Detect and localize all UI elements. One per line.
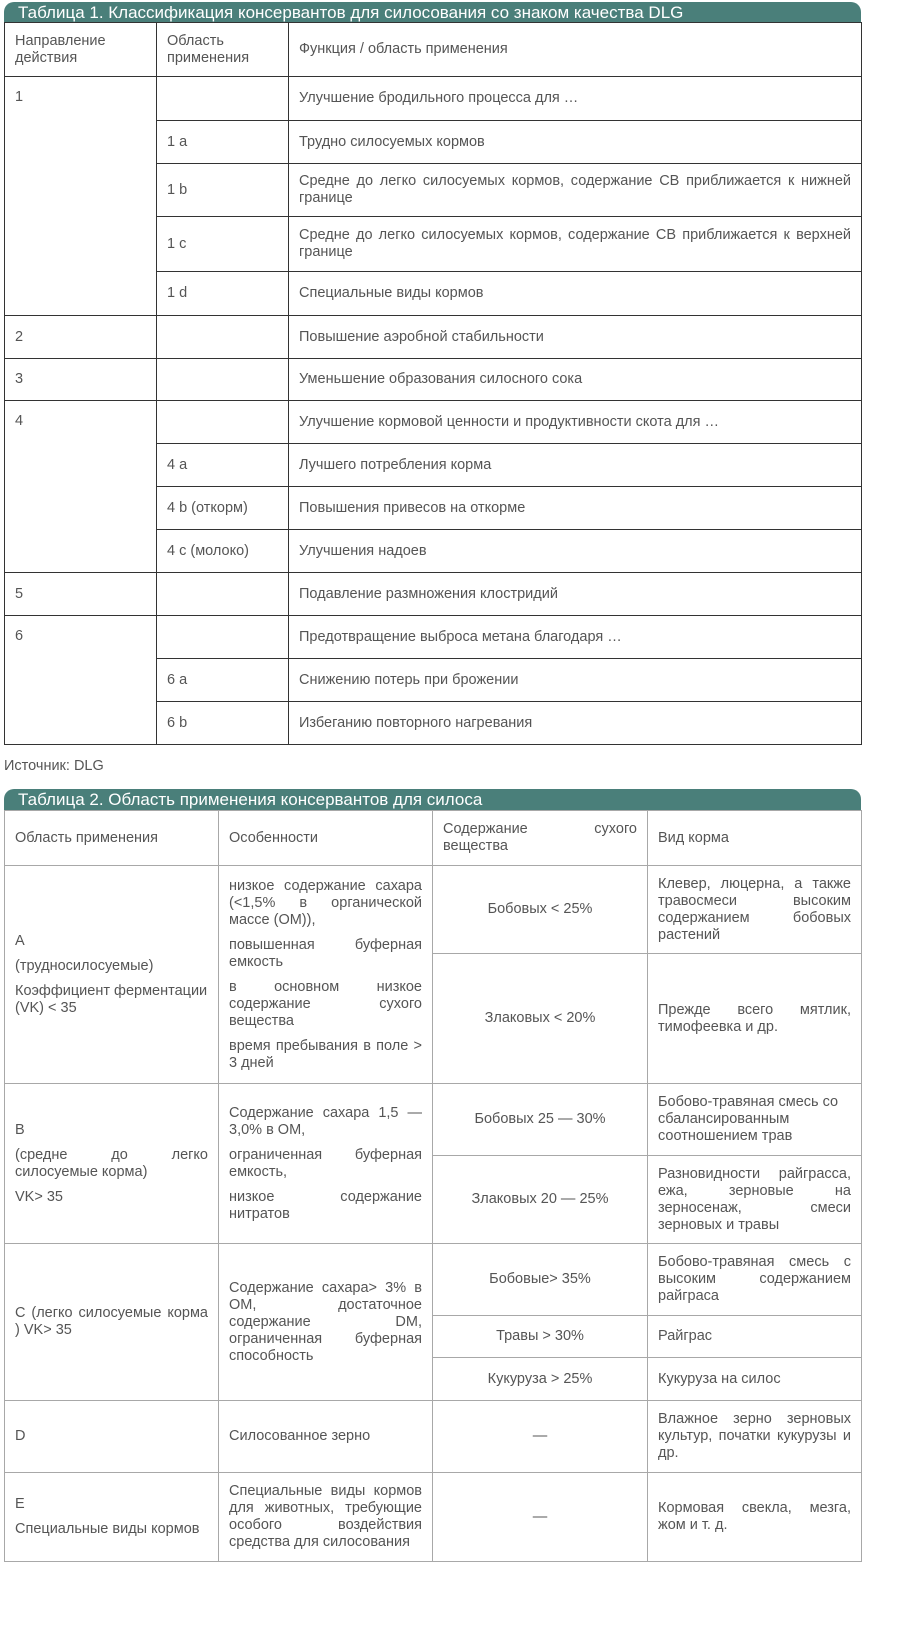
- area-cell: 1 a: [157, 121, 289, 164]
- area-cell: [5, 1084, 219, 1244]
- feature-item: в основном низкое содержание сухого вещества: [229, 978, 422, 1029]
- area-code: A: [15, 932, 25, 949]
- function-cell: Повышения привесов на откорме: [289, 487, 862, 530]
- table-2: [4, 789, 861, 1562]
- feed-type-cell: Бобово-травяная смесь со сбалансированным соотношением трав: [648, 1084, 862, 1156]
- table-row: [5, 1401, 862, 1473]
- area-cell: [5, 1473, 219, 1562]
- area-cell: [157, 401, 289, 444]
- dry-matter-cell: Кукуруза > 25%: [433, 1358, 648, 1401]
- source-note: Источник: DLG: [4, 758, 104, 774]
- table-2-title: Таблица 2. Область применения консервантов для силоса: [4, 789, 861, 810]
- function-cell: Лучшего потребления корма: [289, 444, 862, 487]
- area-cell: [157, 616, 289, 659]
- header-function: Функция / область применения: [289, 23, 862, 77]
- table-row: [5, 359, 862, 401]
- area-cell: [157, 77, 289, 121]
- feed-type-cell: Прежде всего мятлик, тимофеевка и др.: [648, 954, 862, 1084]
- feed-type-cell: Клевер, люцерна, а также травосмеси высоким содержанием бобовых растений: [648, 866, 862, 954]
- direction-cell: 3: [5, 359, 157, 401]
- dry-matter-cell: Злаковых < 20%: [433, 954, 648, 1084]
- area-cell: C (легко силосуемые корма ) VK> 35: [5, 1244, 219, 1401]
- area-cell: 4 a: [157, 444, 289, 487]
- feed-type-cell: Влажное зерно зерновых культур, початки кукурузы и др.: [648, 1401, 862, 1473]
- header-feed-type: Вид корма: [648, 811, 862, 866]
- direction-cell: 6: [5, 616, 157, 745]
- table-row: [5, 573, 862, 616]
- table-row: [5, 866, 862, 954]
- area-code: E: [15, 1496, 25, 1512]
- feed-type-cell: Кукуруза на силос: [648, 1358, 862, 1401]
- features-cell: [219, 1084, 433, 1244]
- direction-cell: 1: [5, 77, 157, 316]
- header-area: Область применения: [5, 811, 219, 866]
- function-cell: Трудно силосуемых кормов: [289, 121, 862, 164]
- table-row: [5, 1244, 862, 1316]
- function-cell: Повышение аэробной стабильности: [289, 316, 862, 359]
- area-cell: [157, 316, 289, 359]
- table-1: [4, 2, 861, 745]
- direction-cell: 4: [5, 401, 157, 573]
- function-cell: Предотвращение выброса метана благодаря …: [289, 616, 862, 659]
- area-label: (средне до легко силосуемые корма): [15, 1146, 208, 1180]
- feature-item: низкое содержание нитратов: [229, 1188, 422, 1222]
- header-direction: Направление действия: [5, 23, 157, 77]
- function-cell: Уменьшение образования силосного сока: [289, 359, 862, 401]
- feature-item: низкое содержание сахара (<1,5% в органической массе (ОМ)),: [229, 877, 422, 928]
- area-cell: 1 c: [157, 217, 289, 272]
- function-cell: Улучшение бродильного процесса для …: [289, 77, 862, 121]
- area-cell: 4 c (молоко): [157, 530, 289, 573]
- feed-type-cell: Бобово-травяная смесь с высоким содержанием райграса: [648, 1244, 862, 1316]
- area-cell: 6 a: [157, 659, 289, 702]
- header-features: Особенности: [219, 811, 433, 866]
- table-row: [5, 77, 862, 121]
- dry-matter-cell: Злаковых 20 — 25%: [433, 1156, 648, 1244]
- features-cell: Силосованное зерно: [219, 1401, 433, 1473]
- area-coefficient: VK> 35: [15, 1188, 63, 1205]
- area-cell: 4 b (откорм): [157, 487, 289, 530]
- dry-matter-cell: —: [433, 1401, 648, 1473]
- dry-matter-cell: Бобовых < 25%: [433, 866, 648, 954]
- feature-item: ограниченная буферная емкость,: [229, 1146, 422, 1180]
- table-row: [5, 316, 862, 359]
- table-row: [5, 1084, 862, 1156]
- features-cell: Содержание сахара> 3% в ОМ, достаточное содержание DM, ограниченная буферная способность: [219, 1244, 433, 1401]
- dry-matter-cell: Бобовые> 35%: [433, 1244, 648, 1316]
- area-cell: 1 b: [157, 164, 289, 217]
- area-cell: [5, 866, 219, 1084]
- table-row: [5, 1473, 862, 1562]
- direction-cell: 2: [5, 316, 157, 359]
- area-coefficient: Коэффициент ферментации (VK) < 35: [15, 982, 208, 1016]
- table-1-grid: [4, 22, 862, 745]
- feed-type-cell: Кормовая свекла, мезга, жом и т. д.: [648, 1473, 862, 1562]
- feed-type-cell: Разновидности райграсса, ежа, зерновые на зерносенаж, смеси зерновых и травы: [648, 1156, 862, 1244]
- function-cell: Специальные виды кормов: [289, 272, 862, 316]
- area-cell: 1 d: [157, 272, 289, 316]
- dry-matter-cell: —: [433, 1473, 648, 1562]
- dry-matter-cell: Травы > 30%: [433, 1316, 648, 1358]
- function-cell: Средне до легко силосуемых кормов, содержание СВ приближается к верхней границе: [289, 217, 862, 272]
- features-cell: [219, 866, 433, 1084]
- header-dry-matter: Содержание сухого вещества: [433, 811, 648, 866]
- function-cell: Улучшения надоев: [289, 530, 862, 573]
- table-2-grid: [4, 810, 862, 1562]
- feature-item: Содержание сахара 1,5 — 3,0% в ОМ,: [229, 1104, 422, 1138]
- area-code: B: [15, 1121, 25, 1138]
- direction-cell: 5: [5, 573, 157, 616]
- feature-item: время пребывания в поле > 3 дней: [229, 1037, 422, 1071]
- area-cell: [157, 359, 289, 401]
- features-cell: Специальные виды кормов для животных, требующие особого воздействия средства для силосования: [219, 1473, 433, 1562]
- area-cell: [157, 573, 289, 616]
- feed-type-cell: Райграс: [648, 1316, 862, 1358]
- feature-item: повышенная буферная емкость: [229, 936, 422, 970]
- function-cell: Средне до легко силосуемых кормов, содержание СВ приближается к нижней границе: [289, 164, 862, 217]
- function-cell: Избеганию повторного нагревания: [289, 702, 862, 745]
- header-area: Область применения: [157, 23, 289, 77]
- table-row: [5, 401, 862, 444]
- dry-matter-cell: Бобовых 25 — 30%: [433, 1084, 648, 1156]
- area-cell: D: [5, 1401, 219, 1473]
- area-label: Специальные виды кормов: [15, 1521, 200, 1537]
- table-header-row: [5, 811, 862, 866]
- area-label: (трудносилосуемые): [15, 957, 154, 974]
- table-header-row: [5, 23, 862, 77]
- function-cell: Подавление размножения клостридий: [289, 573, 862, 616]
- table-row: [5, 616, 862, 659]
- function-cell: Улучшение кормовой ценности и продуктивности скота для …: [289, 401, 862, 444]
- table-1-title: Таблица 1. Классификация консервантов для силосования со знаком качества DLG: [4, 2, 861, 22]
- function-cell: Снижению потерь при брожении: [289, 659, 862, 702]
- area-cell: 6 b: [157, 702, 289, 745]
